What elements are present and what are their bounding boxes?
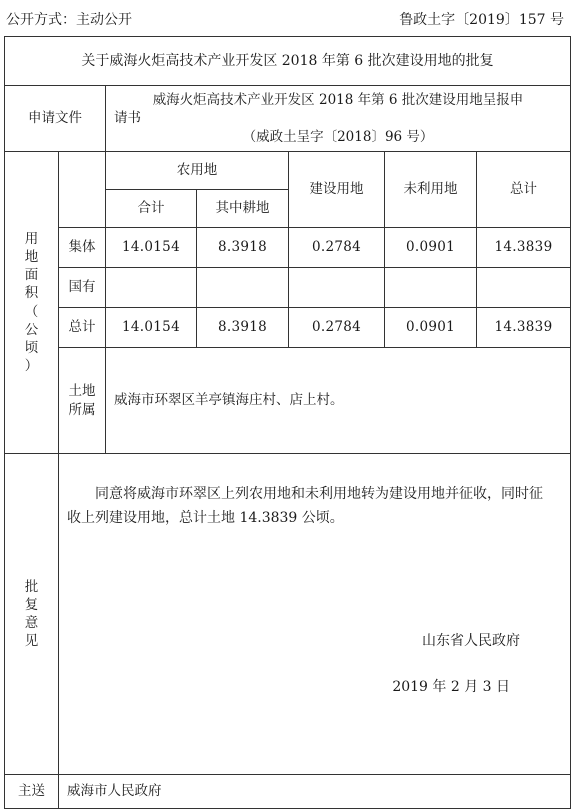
row-label: 国有 [59, 268, 106, 308]
cell-construction: 0.2784 [289, 308, 385, 348]
opinion-label: 批 复 意 见 [5, 454, 59, 775]
header-agri-land: 农用地 [106, 152, 289, 190]
cell-unused [385, 268, 477, 308]
row-label: 集体 [59, 228, 106, 268]
cell-farmland: 8.3918 [197, 308, 289, 348]
header-unused: 未利用地 [385, 152, 477, 228]
table-row [5, 268, 571, 308]
cell-total [477, 268, 571, 308]
ownership-value: 威海市环翠区羊亭镇海庄村、店上村。 [106, 348, 571, 454]
ownership-label: 土地 所属 [59, 348, 106, 454]
document-header [0, 0, 574, 36]
cell-farmland: 8.3918 [197, 228, 289, 268]
table-row [5, 228, 571, 268]
cell-subtotal: 14.0154 [106, 308, 197, 348]
cell-subtotal: 14.0154 [106, 228, 197, 268]
application-line2: 请书 [114, 110, 141, 127]
opinion-text: 同意将威海市环翠区上列农用地和未利用地转为建设用地并征收，同时征收上列建设用地，总计土地 14.3839 公顷。 [67, 486, 543, 526]
cell-construction [289, 268, 385, 308]
application-doc [106, 86, 571, 152]
issue-date: 2019 年 2 月 3 日 [392, 679, 511, 695]
recipient-value: 威海市人民政府 [59, 775, 571, 809]
table-row [5, 308, 571, 348]
row-label-blank [59, 152, 106, 228]
row-label: 总计 [59, 308, 106, 348]
cell-unused: 0.0901 [385, 228, 477, 268]
cell-farmland [197, 268, 289, 308]
header-construction: 建设用地 [289, 152, 385, 228]
approval-table [4, 36, 571, 809]
cell-total: 14.3839 [477, 308, 571, 348]
header-farmland: 其中耕地 [197, 190, 289, 228]
document-title: 关于威海火炬高技术产业开发区 2018 年第 6 批次建设用地的批复 [5, 37, 571, 86]
application-label: 申请文件 [5, 86, 106, 152]
issuing-authority: 山东省人民政府 [422, 633, 521, 649]
application-line1: 威海火炬高技术产业开发区 2018 年第 6 批次建设用地呈报申 [152, 92, 524, 109]
header-total: 总计 [477, 152, 571, 228]
opinion-body [59, 454, 571, 775]
disclosure-mode: 公开方式：主动公开 [6, 12, 132, 28]
header-subtotal: 合计 [106, 190, 197, 228]
cell-construction: 0.2784 [289, 228, 385, 268]
cell-unused: 0.0901 [385, 308, 477, 348]
recipient-label: 主送 [5, 775, 59, 809]
document-number: 鲁政土字〔2019〕157 号 [399, 12, 564, 28]
cell-total: 14.3839 [477, 228, 571, 268]
application-line3: （威政土呈字〔2018〕96 号） [242, 128, 434, 145]
land-area-label: 用 地 面 积 （ 公 顷 ） [5, 152, 59, 454]
cell-subtotal [106, 268, 197, 308]
